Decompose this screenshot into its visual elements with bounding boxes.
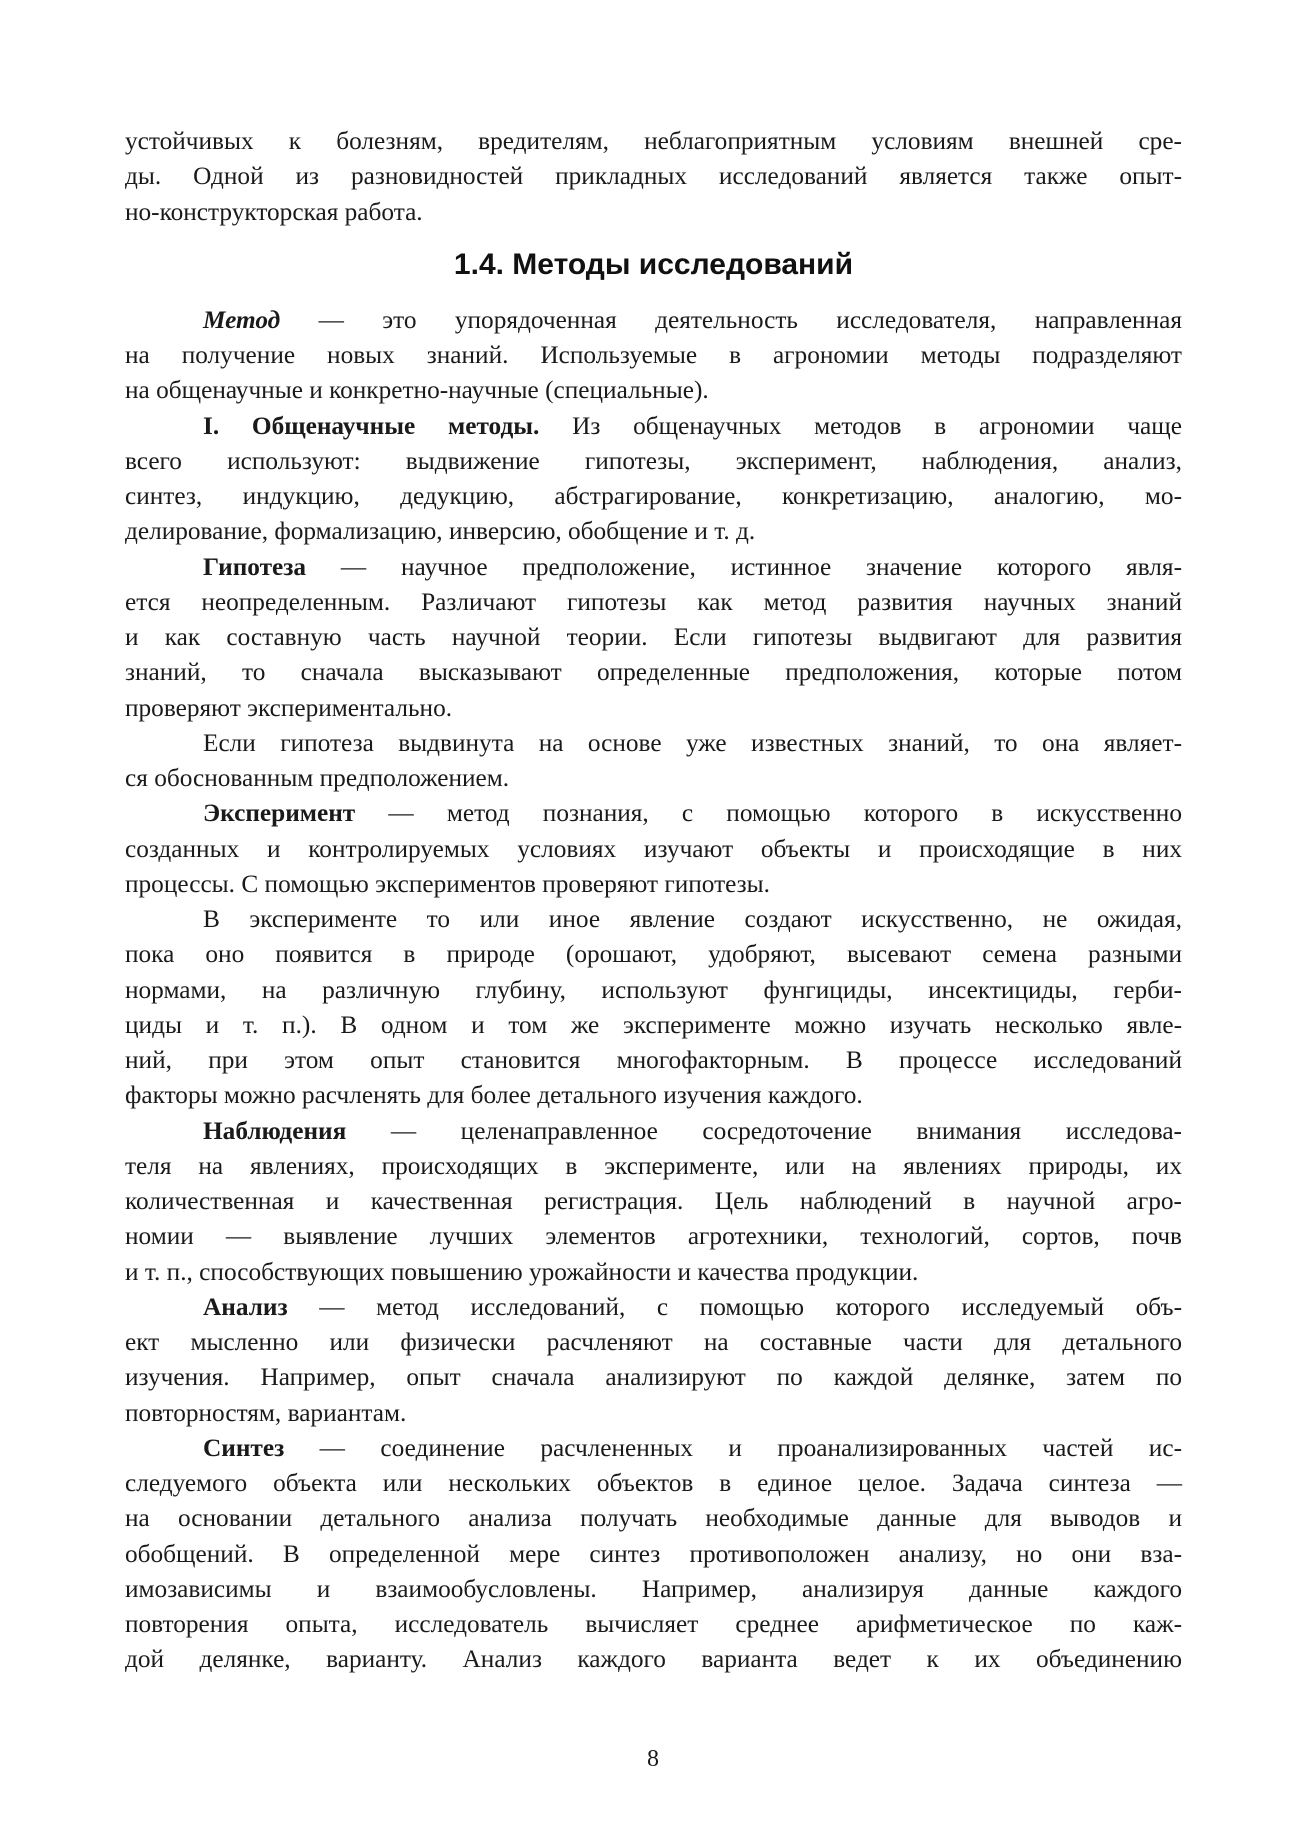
text-line: В эксперименте то или иное явление создают искусственно, не ожидая, — [203, 905, 1182, 933]
text-line: повторностям, вариантам. — [125, 1398, 407, 1427]
paragraph-experiment-details — [125, 902, 1182, 1114]
text-line: Эксперимент — метод познания, с помощью которого в искусственно — [203, 799, 1182, 828]
text-line: нормами, на различную глубину, используют фунгициды, инсектициды, герби- — [125, 975, 1182, 1004]
text-line: ект мысленно или физически расчленяют на составные части для детального — [125, 1328, 1182, 1356]
text-line: но-конструкторская работа. — [125, 197, 423, 226]
term-synthesis: Синтез — [203, 1433, 285, 1462]
text-line: созданных и контролируемых условиях изучают объекты и происходящие в них — [125, 834, 1182, 863]
text-line: на получение новых знаний. Используемые в агрономии методы подразделяют — [125, 341, 1182, 369]
text-line: пока оно появится в природе (орошают, удобряют, высевают семена разными — [125, 940, 1182, 969]
text-line: ется неопределенным. Различают гипотезы как метод развития научных знаний — [125, 587, 1182, 616]
term-general-methods: I. Общенаучные методы. — [203, 411, 540, 440]
text-line: Если гипотеза выдвинута на основе уже известных знаний, то она являет- — [203, 728, 1182, 757]
text-line: делирование, формализацию, инверсию, обобщение и т. д. — [125, 517, 756, 546]
text-line: на общенаучные и конкретно-научные (специальные). — [125, 376, 709, 405]
text-line: ся обоснованным предположением. — [125, 764, 510, 792]
term-analysis: Анализ — [203, 1292, 288, 1321]
text-line: синтез, индукцию, дедукцию, абстрагирование, конкретизацию, аналогию, мо- — [125, 482, 1182, 510]
text-line: факторы можно расчленять для более детального изучения каждого. — [125, 1081, 863, 1110]
text-line: ний, при этом опыт становится многофакторным. В процессе исследований — [125, 1046, 1182, 1074]
text-line: на основании детального анализа получать необходимые данные для выводов и — [125, 1504, 1182, 1533]
term-observations: Наблюдения — [203, 1116, 347, 1145]
text-line: Анализ — метод исследований, с помощью которого исследуемый объ- — [203, 1292, 1182, 1321]
term-hypothesis: Гипотеза — [203, 552, 307, 581]
paragraph-method — [125, 303, 1182, 409]
text-line: проверяют экспериментально. — [125, 693, 453, 722]
text-line: Гипотеза — научное предположение, истинное значение которого явля- — [203, 552, 1182, 581]
text-line: устойчивых к болезням, вредителям, неблагоприятным условиям внешней сре- — [125, 127, 1182, 155]
page-number: 8 — [647, 1746, 659, 1772]
body-text — [125, 124, 1182, 1678]
text-line: I. Общенаучные методы. Из общенаучных методов в агрономии чаще — [203, 411, 1182, 440]
text-line: и как составную часть научной теории. Если гипотезы выдвигают для развития — [125, 623, 1182, 651]
text-line: знаний, то сначала высказывают определенные предположения, которые потом — [125, 658, 1182, 687]
text-line: дой делянке, варианту. Анализ каждого варианта ведет к их объединению — [125, 1645, 1182, 1674]
text-line: обобщений. В определенной мере синтез противоположен анализу, но они вза- — [125, 1539, 1182, 1568]
text-line: следуемого объекта или нескольких объектов в единое целое. Задача синтеза — — [125, 1469, 1182, 1497]
text-line: Синтез — соединение расчлененных и проанализированных частей ис- — [203, 1433, 1182, 1462]
text-line: количественная и качественная регистрация. Цель наблюдений в научной агро- — [125, 1187, 1182, 1215]
term-method: Метод — [203, 305, 281, 334]
text-line: номии — выявление лучших элементов агротехники, технологий, сортов, почв — [125, 1222, 1182, 1251]
term-experiment: Эксперимент — [203, 799, 356, 828]
paragraph-synthesis — [125, 1431, 1182, 1678]
paragraph-experiment — [125, 796, 1182, 902]
text-line: имозависимы и взаимообусловлены. Например, анализируя данные каждого — [125, 1574, 1182, 1603]
text-line: Метод — это упорядоченная деятельность исследователя, направленная — [203, 305, 1182, 334]
text-line: процессы. С помощью экспериментов проверяют гипотезы. — [125, 869, 770, 898]
text-line: циды и т. п.). В одном и том же эксперименте можно изучать несколько явле- — [125, 1010, 1182, 1039]
paragraph-observations — [125, 1114, 1182, 1290]
paragraph-analysis — [125, 1290, 1182, 1431]
paragraph-hypothesis-basis — [125, 726, 1182, 797]
text-line: теля на явлениях, происходящих в эксперименте, или на явлениях природы, их — [125, 1151, 1182, 1180]
text-line: и т. п., способствующих повышению урожайности и качества продукции. — [125, 1257, 919, 1286]
text-line: ды. Одной из разновидностей прикладных исследований является также опыт- — [125, 162, 1182, 191]
paragraph-general-methods — [125, 409, 1182, 550]
continuation-paragraph — [125, 124, 1182, 230]
section-heading: 1.4. Методы исследований — [453, 247, 854, 281]
text-line: повторения опыта, исследователь вычисляет среднее арифметическое по каж- — [125, 1610, 1182, 1638]
text-line: изучения. Например, опыт сначала анализируют по каждой делянке, затем по — [125, 1363, 1182, 1392]
text-line: всего используют: выдвижение гипотезы, эксперимент, наблюдения, анализ, — [125, 446, 1182, 475]
paragraph-hypothesis — [125, 550, 1182, 726]
text-line: Наблюдения — целенаправленное сосредоточение внимания исследова- — [203, 1116, 1182, 1145]
